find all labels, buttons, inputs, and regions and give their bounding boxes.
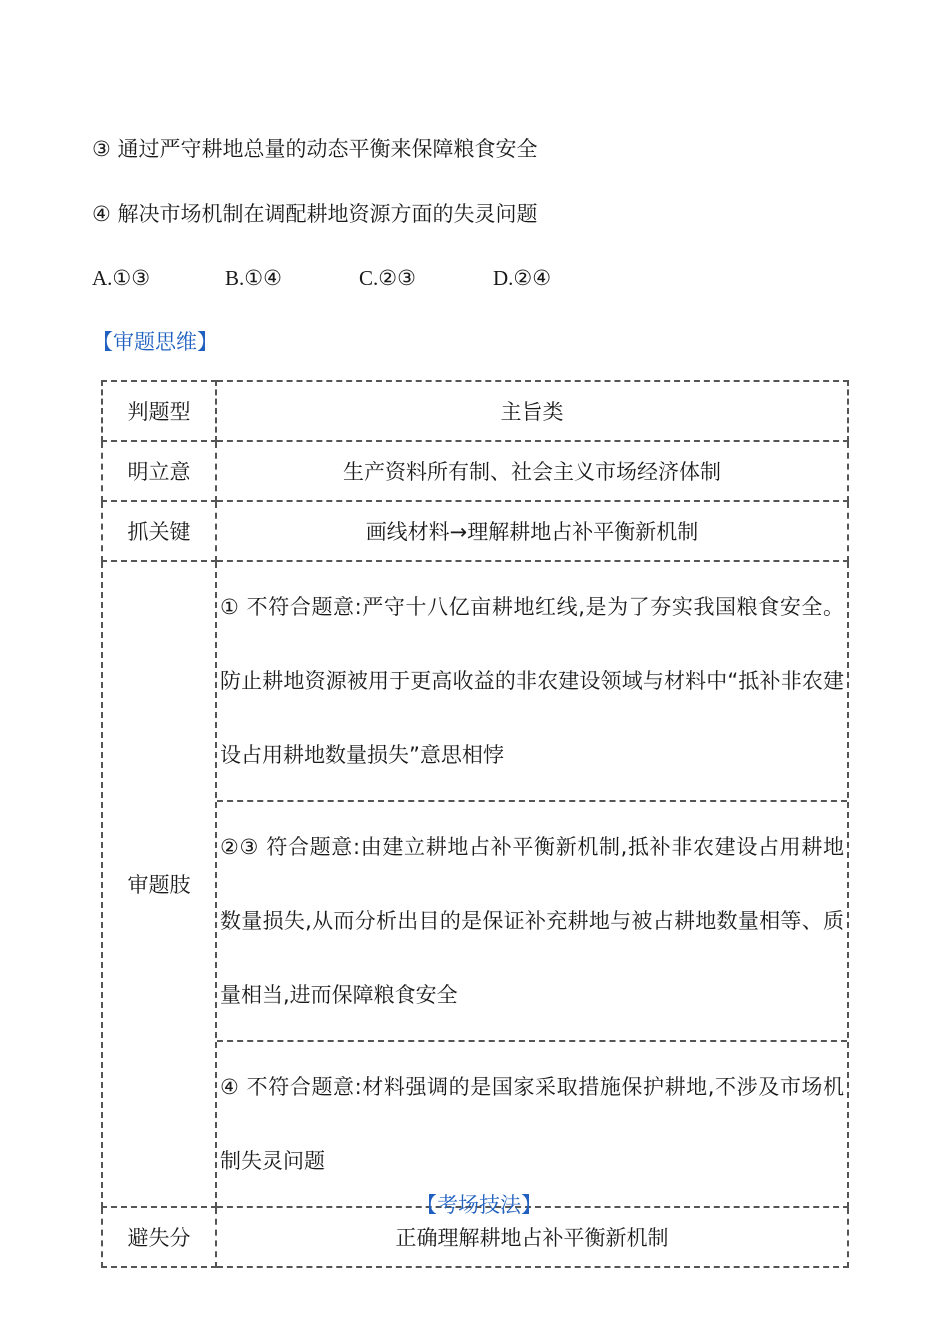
row-value: 主旨类 [216, 381, 848, 441]
row-value: 正确理解耕地占补平衡新机制 [216, 1207, 848, 1267]
answer-choices [92, 263, 551, 293]
section-title-exam-tips: 【考场技法】 [416, 1193, 542, 1217]
row-label: 判题型 [102, 381, 216, 441]
table-row [102, 441, 848, 501]
choice-d: D.②④ [493, 266, 552, 290]
row-label: 抓关键 [102, 501, 216, 561]
row-label: 审题肢 [102, 561, 216, 1207]
option-item-4: ④ 解决市场机制在调配耕地资源方面的失灵问题 [92, 202, 538, 226]
option-item-3: ③ 通过严守耕地总量的动态平衡来保障粮食安全 [92, 137, 538, 161]
row-value: 生产资料所有制、社会主义市场经济体制 [216, 441, 848, 501]
row-label: 明立意 [102, 441, 216, 501]
choice-b: B.①④ [225, 266, 282, 290]
row-label: 避失分 [102, 1207, 216, 1267]
table-row [102, 381, 848, 441]
choice-a: A.①③ [92, 266, 151, 290]
choice-c: C.②③ [359, 266, 416, 290]
table-row [102, 561, 848, 1207]
table-row [102, 501, 848, 561]
option-analysis-list [216, 561, 848, 1207]
analysis-item: ① 不符合题意:严守十八亿亩耕地红线,是为了夯实我国粮食安全。防止耕地资源被用于更高收益的非农建设领域与材料中“抵补非农建设占用耕地数量损失”意思相悖 [217, 562, 847, 802]
analysis-item: ④ 不符合题意:材料强调的是国家采取措施保护耕地,不涉及市场机制失灵问题 [220, 1075, 844, 1173]
analysis-item: ②③ 符合题意:由建立耕地占补平衡新机制,抵补非农建设占用耕地数量损失,从而分析出目的是保证补充耕地与被占耕地数量相等、质量相当,进而保障粮食安全 [217, 802, 847, 1042]
section-title-analysis: 【审题思维】 [92, 330, 218, 354]
analysis-table [101, 380, 849, 1268]
row-value: 画线材料→理解耕地占补平衡新机制 [216, 501, 848, 561]
